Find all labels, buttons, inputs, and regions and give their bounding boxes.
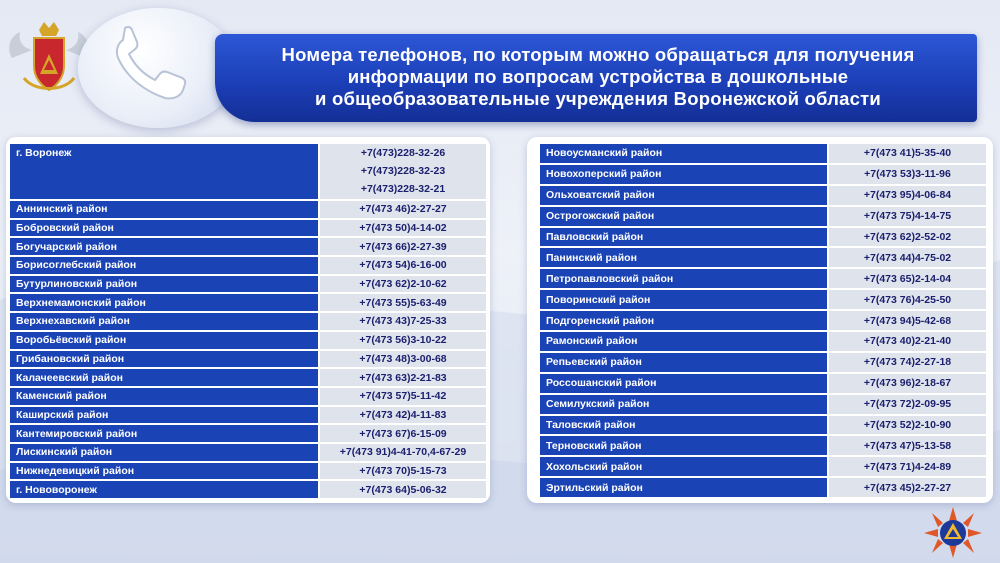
district-name: Нижнедевицкий район bbox=[10, 463, 320, 480]
mchs-emblem-icon bbox=[922, 505, 984, 560]
phone-number: +7(473 72)2-09-95 bbox=[829, 395, 986, 414]
phone-number: +7(473 75)4-14-75 bbox=[829, 207, 986, 226]
district-name: Борисоглебский район bbox=[10, 257, 320, 274]
table-row bbox=[540, 332, 986, 351]
phone-number: +7(473 57)5-11-42 bbox=[320, 388, 486, 405]
table-row bbox=[10, 481, 486, 498]
phone-number: +7(473 67)6-15-09 bbox=[320, 425, 486, 442]
phone-number: +7(473 95)4-06-84 bbox=[829, 186, 986, 205]
district-name: Каменский район bbox=[10, 388, 320, 405]
district-name: Хохольский район bbox=[540, 457, 829, 476]
table-row bbox=[10, 238, 486, 255]
phone-handset-icon bbox=[95, 18, 205, 108]
phone-number: +7(473 70)5-15-73 bbox=[320, 463, 486, 480]
table-row bbox=[540, 186, 986, 205]
phone-number: +7(473 96)2-18-67 bbox=[829, 374, 986, 393]
phone-number: +7(473 94)5-42-68 bbox=[829, 311, 986, 330]
phone-number: +7(473 52)2-10-90 bbox=[829, 416, 986, 435]
left-phone-table bbox=[10, 142, 486, 500]
phone-number: +7(473 48)3-00-68 bbox=[320, 351, 486, 368]
phone-number: +7(473 74)2-27-18 bbox=[829, 353, 986, 372]
district-name: Воробьёвский район bbox=[10, 332, 320, 349]
phone-number: +7(473 62)2-52-02 bbox=[829, 228, 986, 247]
table-row bbox=[10, 425, 486, 442]
phone-number-2: +7(473)228-32-23 bbox=[360, 165, 446, 177]
phone-number: +7(473 40)2-21-40 bbox=[829, 332, 986, 351]
district-name: Панинский район bbox=[540, 248, 829, 267]
table-row bbox=[540, 165, 986, 184]
district-name: Терновский район bbox=[540, 436, 829, 455]
table-row bbox=[540, 374, 986, 393]
table-row bbox=[10, 369, 486, 386]
phone-number: +7(473 56)3-10-22 bbox=[320, 332, 486, 349]
district-name: Россошанский район bbox=[540, 374, 829, 393]
table-row bbox=[540, 228, 986, 247]
phone-number-1: +7(473)228-32-26 bbox=[360, 147, 446, 159]
table-row bbox=[540, 416, 986, 435]
table-row bbox=[540, 478, 986, 497]
district-name: Аннинский район bbox=[10, 201, 320, 218]
table-row bbox=[10, 294, 486, 311]
table-row bbox=[540, 436, 986, 455]
table-row bbox=[10, 351, 486, 368]
phone-number bbox=[320, 144, 486, 199]
phone-number: +7(473 91)4-41-70,4-67-29 bbox=[320, 444, 486, 461]
district-name: Калачеевский район bbox=[10, 369, 320, 386]
district-name: Поворинский район bbox=[540, 290, 829, 309]
district-name: Новохоперский район bbox=[540, 165, 829, 184]
district-name: Новоусманский район bbox=[540, 144, 829, 163]
phone-number: +7(473 65)2-14-04 bbox=[829, 269, 986, 288]
table-row bbox=[540, 248, 986, 267]
phone-number: +7(473 47)5-13-58 bbox=[829, 436, 986, 455]
district-name: Петропавловский район bbox=[540, 269, 829, 288]
district-name: Богучарский район bbox=[10, 238, 320, 255]
table-row bbox=[540, 207, 986, 226]
phone-number: +7(473 43)7-25-33 bbox=[320, 313, 486, 330]
phone-number: +7(473 41)5-35-40 bbox=[829, 144, 986, 163]
table-row bbox=[10, 332, 486, 349]
district-name: Павловский район bbox=[540, 228, 829, 247]
phone-number: +7(473 54)6-16-00 bbox=[320, 257, 486, 274]
table-row bbox=[10, 144, 486, 199]
district-name: Кантемировский район bbox=[10, 425, 320, 442]
district-name: Ольховатский район bbox=[540, 186, 829, 205]
phone-number: +7(473 66)2-27-39 bbox=[320, 238, 486, 255]
district-name: Рамонский район bbox=[540, 332, 829, 351]
table-row bbox=[540, 144, 986, 163]
table-row bbox=[10, 257, 486, 274]
district-name: Эртильский район bbox=[540, 478, 829, 497]
table-row bbox=[540, 311, 986, 330]
phone-number: +7(473 76)4-25-50 bbox=[829, 290, 986, 309]
district-name: Репьевский район bbox=[540, 353, 829, 372]
phone-number: +7(473 44)4-75-02 bbox=[829, 248, 986, 267]
table-row bbox=[540, 269, 986, 288]
phone-number: +7(473 53)3-11-96 bbox=[829, 165, 986, 184]
district-name: Верхнехавский район bbox=[10, 313, 320, 330]
district-name: Каширский район bbox=[10, 407, 320, 424]
table-row bbox=[540, 290, 986, 309]
phone-number: +7(473 63)2-21-83 bbox=[320, 369, 486, 386]
district-name: Острогожский район bbox=[540, 207, 829, 226]
district-name: Семилукский район bbox=[540, 395, 829, 414]
district-name: Бутурлиновский район bbox=[10, 276, 320, 293]
table-row bbox=[10, 313, 486, 330]
title-line-3: и общеобразовательные учреждения Воронежской области bbox=[315, 88, 881, 109]
phone-number: +7(473 64)5-06-32 bbox=[320, 481, 486, 498]
table-row bbox=[540, 457, 986, 476]
district-name: Бобровский район bbox=[10, 220, 320, 237]
table-row bbox=[10, 276, 486, 293]
district-name: Лискинский район bbox=[10, 444, 320, 461]
phone-number: +7(473 42)4-11-83 bbox=[320, 407, 486, 424]
table-row bbox=[10, 201, 486, 218]
table-row bbox=[540, 353, 986, 372]
district-name: Подгоренский район bbox=[540, 311, 829, 330]
district-name: Верхнемамонский район bbox=[10, 294, 320, 311]
district-name: Грибановский район bbox=[10, 351, 320, 368]
phone-number: +7(473 71)4-24-89 bbox=[829, 457, 986, 476]
title-line-2: информации по вопросам устройства в дошкольные bbox=[347, 66, 849, 87]
right-phone-table bbox=[540, 142, 986, 499]
page-title bbox=[228, 44, 968, 110]
table-row bbox=[10, 444, 486, 461]
district-name: г. Воронеж bbox=[10, 144, 320, 199]
title-line-1: Номера телефонов, по которым можно обращаться для получения bbox=[281, 44, 915, 65]
district-name: г. Нововоронеж bbox=[10, 481, 320, 498]
table-row bbox=[10, 220, 486, 237]
table-row bbox=[10, 407, 486, 424]
phone-number: +7(473 55)5-63-49 bbox=[320, 294, 486, 311]
phone-number: +7(473 45)2-27-27 bbox=[829, 478, 986, 497]
phone-number: +7(473 62)2-10-62 bbox=[320, 276, 486, 293]
phone-number: +7(473 50)4-14-02 bbox=[320, 220, 486, 237]
table-row bbox=[540, 395, 986, 414]
phone-number-3: +7(473)228-32-21 bbox=[360, 183, 446, 195]
district-name: Таловский район bbox=[540, 416, 829, 435]
phone-number: +7(473 46)2-27-27 bbox=[320, 201, 486, 218]
table-row bbox=[10, 388, 486, 405]
table-row bbox=[10, 463, 486, 480]
